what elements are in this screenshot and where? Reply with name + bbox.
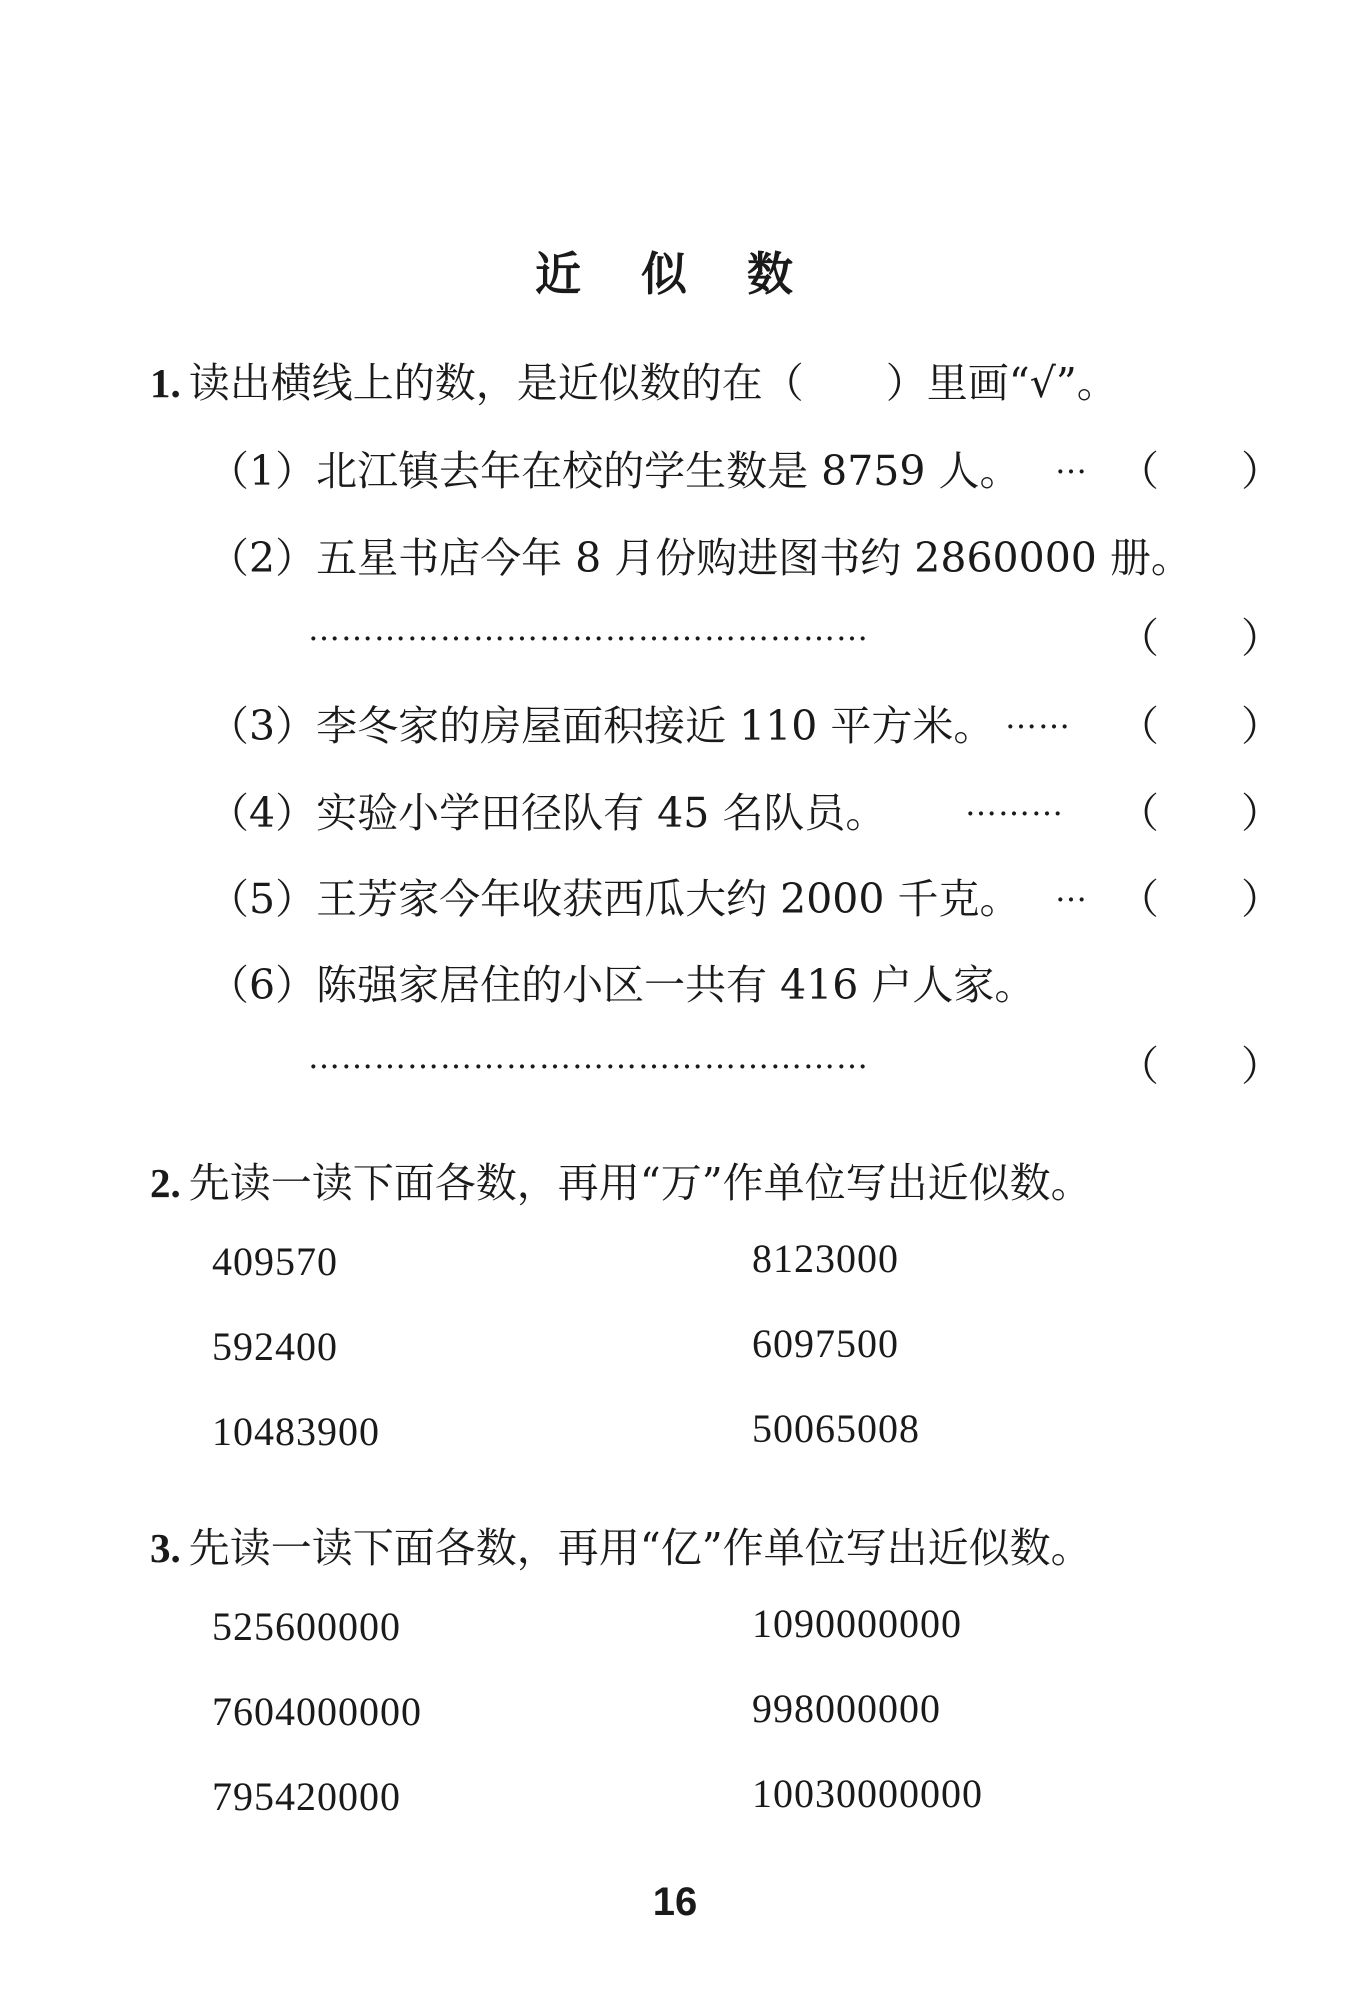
q1-item-4-leader: ………: [965, 785, 1064, 823]
question-1-header: [150, 350, 1118, 409]
q2-right-value-1: 8123000: [752, 1236, 899, 1281]
q1-item-1-leader: …: [1055, 443, 1088, 481]
question-3-prompt: 先读一读下面各数，再用“亿”作单位写出近似数。: [188, 1524, 1092, 1572]
question-2-header: [150, 1150, 1092, 1209]
q3-left-value-1: 525600000: [212, 1604, 401, 1649]
q1-item-3-text: （3）李冬家的房屋面积接近 110 平方米。: [208, 702, 995, 750]
q3-right-value-3: 10030000000: [752, 1771, 983, 1816]
page-title: 近 似 数: [534, 247, 816, 301]
question-3-header: [150, 1515, 1092, 1574]
q2-left-value-1: 409570: [212, 1239, 338, 1284]
q1-item-5-leader: …: [1055, 871, 1088, 909]
q1-item-4-answer-blank: （ ）: [1118, 789, 1282, 837]
q1-item-5-answer-blank: （ ）: [1118, 875, 1282, 923]
question-2-number: 2.: [150, 1160, 181, 1206]
q1-item-6-leader: ……………………………………………: [308, 1038, 869, 1076]
q3-right-value-1: 1090000000: [752, 1601, 962, 1646]
q3-right-value-2: 998000000: [752, 1686, 941, 1731]
q3-left-value-2: 7604000000: [212, 1689, 422, 1734]
q1-item-6-answer-blank: （ ）: [1118, 1042, 1282, 1090]
q1-item-1-answer-blank: （ ）: [1118, 447, 1282, 495]
q1-item-1-text: （1）北江镇去年在校的学生数是 8759 人。: [208, 447, 1021, 495]
q1-item-3-answer-blank: （ ）: [1118, 702, 1282, 750]
q1-item-4-text: （4）实验小学田径队有 45 名队员。: [208, 789, 887, 837]
q2-right-value-3: 50065008: [752, 1406, 920, 1451]
question-1-number: 1.: [150, 360, 181, 406]
q1-item-2-leader: ……………………………………………: [308, 610, 869, 648]
q1-item-6-text: （6）陈强家居住的小区一共有 416 户人家。: [208, 961, 1036, 1009]
q2-right-value-2: 6097500: [752, 1321, 899, 1366]
q1-item-2-answer-blank: （ ）: [1118, 614, 1282, 662]
q3-left-value-3: 795420000: [212, 1774, 401, 1819]
q2-left-value-3: 10483900: [212, 1409, 380, 1454]
page-number: 16: [652, 1880, 698, 1924]
question-2-prompt: 先读一读下面各数，再用“万”作单位写出近似数。: [188, 1159, 1092, 1207]
q1-item-3-leader: ……: [1005, 698, 1071, 736]
q1-item-5-text: （5）王芳家今年收获西瓜大约 2000 千克。: [208, 875, 1021, 923]
q1-item-2-text: （2）五星书店今年 8 月份购进图书约 2860000 册。: [208, 534, 1192, 582]
question-3-number: 3.: [150, 1525, 181, 1571]
q2-left-value-2: 592400: [212, 1324, 338, 1369]
question-1-prompt: 读出横线上的数，是近似数的在（ ）里画“√”。: [188, 359, 1118, 407]
